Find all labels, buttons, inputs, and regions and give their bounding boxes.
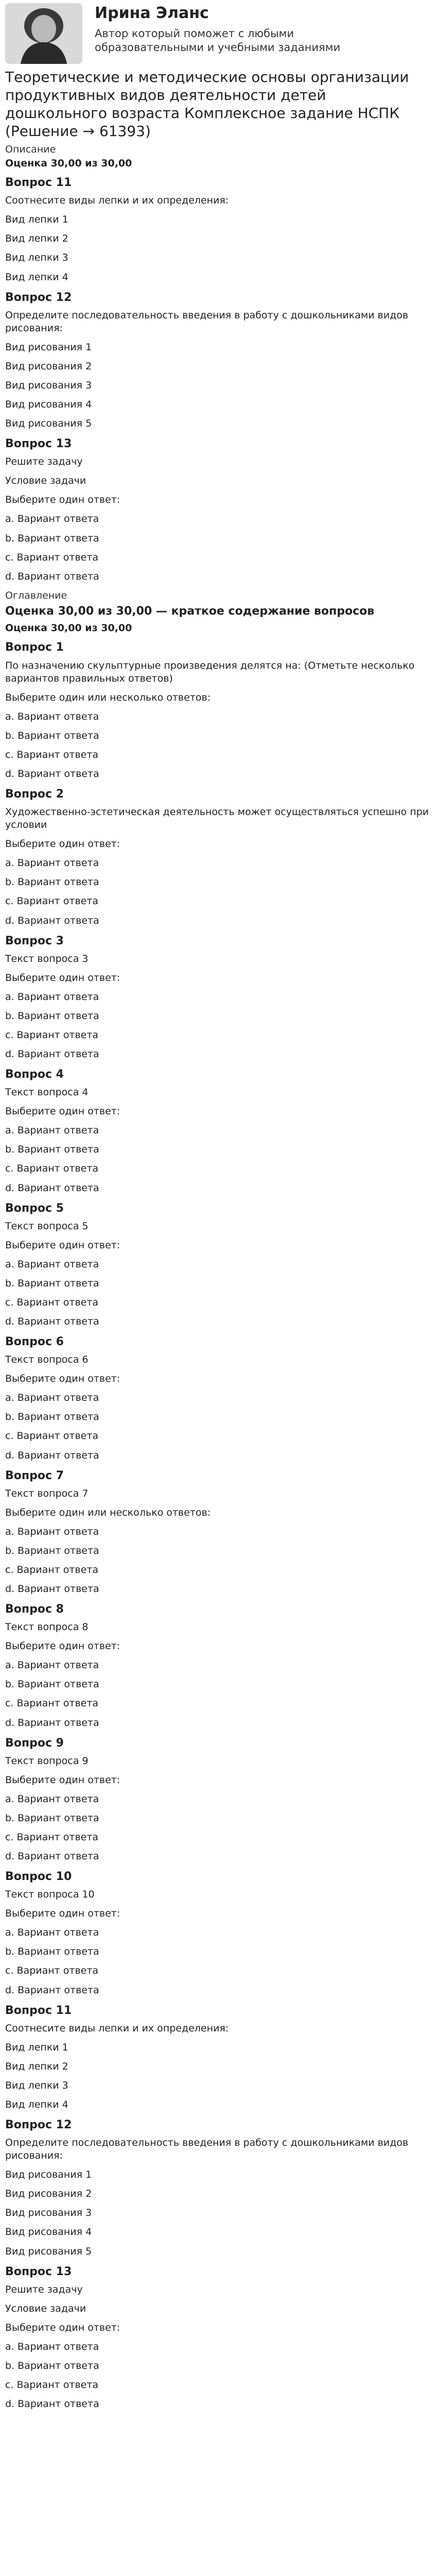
answer-prompt: Выберите один ответ: xyxy=(5,972,120,984)
question-text: Определите последовательность введения в работу с дошкольниками видов рисования: xyxy=(5,2137,409,2162)
score-line: Оценка 30,00 из 30,00 xyxy=(5,158,132,170)
question-block xyxy=(5,1067,431,1195)
question-block xyxy=(5,1201,431,1329)
contents-summary: Оценка 30,00 из 30,00 — краткое содержание вопросов xyxy=(5,604,375,618)
question-title: Вопрос 11 xyxy=(5,176,72,190)
answer-option: a. Вариант ответа xyxy=(5,710,99,722)
answer-option: b. Вариант ответа xyxy=(5,1144,99,1156)
question-title: Вопрос 8 xyxy=(5,1603,64,1616)
question-block xyxy=(5,1869,431,1997)
question-block xyxy=(5,290,431,431)
answer-option: d. Вариант ответа xyxy=(5,1182,99,1194)
answer-prompt: Выберите один ответ: xyxy=(5,1908,120,1920)
answer-option: c. Вариант ответа xyxy=(5,2379,99,2391)
section-label: Оглавление xyxy=(5,589,67,601)
answer-option: Вид рисования 1 xyxy=(5,341,92,353)
answer-option: d. Вариант ответа xyxy=(5,1449,99,1461)
answer-option: b. Вариант ответа xyxy=(5,1545,99,1556)
answer-option: d. Вариант ответа xyxy=(5,768,99,779)
answer-option: Вид рисования 3 xyxy=(5,379,92,391)
answer-option: c. Вариант ответа xyxy=(5,1163,99,1175)
contents-section xyxy=(5,589,431,2411)
answer-option: d. Вариант ответа xyxy=(5,1048,99,1060)
question-title: Вопрос 12 xyxy=(5,2119,72,2132)
answer-option: Вид лепки 1 xyxy=(5,2041,68,2053)
answer-option: a. Вариант ответа xyxy=(5,1659,99,1671)
question-text: По назначению скульптурные произведения делятся на: (Отметьте несколько вариантов правильных ответов) xyxy=(5,659,415,684)
answer-option: b. Вариант ответа xyxy=(5,1277,99,1289)
answer-option: c. Вариант ответа xyxy=(5,1831,99,1843)
answer-option: a. Вариант ответа xyxy=(5,991,99,1003)
answer-option: a. Вариант ответа xyxy=(5,1927,99,1939)
answer-option: Вид рисования 4 xyxy=(5,399,92,410)
answer-option: Выберите один ответ: xyxy=(5,494,120,506)
question-text: Решите задачу xyxy=(5,2283,83,2295)
question-title: Вопрос 11 xyxy=(5,2004,72,2017)
question-text: Художественно-эстетическая деятельность может осуществляться успешно при условии xyxy=(5,806,429,831)
answer-option: a. Вариант ответа xyxy=(5,857,99,869)
answer-option: c. Вариант ответа xyxy=(5,1430,99,1442)
answer-option: c. Вариант ответа xyxy=(5,1296,99,1308)
description-section xyxy=(5,143,431,583)
question-block xyxy=(5,1602,431,1730)
answer-option: a. Вариант ответа xyxy=(5,1392,99,1404)
answer-option: Вид лепки 1 xyxy=(5,214,68,226)
question-text: Текст вопроса 8 xyxy=(5,1621,89,1633)
question-block xyxy=(5,175,431,283)
answer-option: b. Вариант ответа xyxy=(5,876,99,888)
question-block xyxy=(5,1468,431,1596)
question-block xyxy=(5,1334,431,1462)
author-info xyxy=(95,3,383,55)
question-title: Вопрос 5 xyxy=(5,1201,64,1215)
question-text: Текст вопроса 10 xyxy=(5,1889,95,1901)
answer-option: d. Вариант ответа xyxy=(5,570,99,582)
question-block xyxy=(5,436,431,583)
question-block xyxy=(5,2264,431,2411)
answer-option: Вид рисования 5 xyxy=(5,418,92,430)
question-list xyxy=(5,175,431,583)
answer-option: a. Вариант ответа xyxy=(5,513,99,525)
question-list xyxy=(5,640,431,2411)
answer-option: a. Вариант ответа xyxy=(5,2341,99,2352)
answer-prompt: Выберите один или несколько ответов: xyxy=(5,691,211,703)
author-header xyxy=(5,3,431,64)
answer-option: d. Вариант ответа xyxy=(5,1851,99,1862)
answer-prompt: Выберите один ответ: xyxy=(5,838,120,850)
answer-option: b. Вариант ответа xyxy=(5,730,99,741)
answer-option: b. Вариант ответа xyxy=(5,1812,99,1824)
section-label: Описание xyxy=(5,144,56,155)
question-text: Определите последовательность введения в работу с дошкольниками видов рисования: xyxy=(5,309,409,334)
question-text: Текст вопроса 7 xyxy=(5,1487,89,1499)
answer-option: Вид рисования 2 xyxy=(5,2188,92,2200)
answer-prompt: Выберите один ответ: xyxy=(5,1640,120,1652)
answer-option: c. Вариант ответа xyxy=(5,1029,99,1041)
answer-option: Вид рисования 2 xyxy=(5,360,92,372)
answer-option: Выберите один ответ: xyxy=(5,2321,120,2333)
answer-option: Вид лепки 2 xyxy=(5,2060,68,2072)
answer-option: Вид лепки 3 xyxy=(5,252,68,264)
question-text: Соотнесите виды лепки и их определения: xyxy=(5,195,229,207)
answer-option: a. Вариант ответа xyxy=(5,1258,99,1270)
answer-option: a. Вариант ответа xyxy=(5,1526,99,1537)
question-title: Вопрос 2 xyxy=(5,788,64,801)
question-block xyxy=(5,1736,431,1863)
question-text: Текст вопроса 6 xyxy=(5,1354,89,1366)
answer-prompt: Выберите один ответ: xyxy=(5,1774,120,1786)
question-title: Вопрос 4 xyxy=(5,1068,64,1081)
answer-prompt: Выберите один ответ: xyxy=(5,1373,120,1385)
question-title: Вопрос 13 xyxy=(5,437,72,451)
question-text: Текст вопроса 3 xyxy=(5,953,89,964)
answer-option: c. Вариант ответа xyxy=(5,551,99,563)
answer-option: Вид лепки 3 xyxy=(5,2079,68,2091)
answer-option: b. Вариант ответа xyxy=(5,532,99,544)
question-text: Решите задачу xyxy=(5,456,83,468)
answer-prompt: Выберите один ответ: xyxy=(5,1239,120,1251)
question-block xyxy=(5,787,431,927)
answer-option: Вид лепки 4 xyxy=(5,271,68,283)
question-title: Вопрос 13 xyxy=(5,2265,72,2278)
answer-prompt: Выберите один ответ: xyxy=(5,1106,120,1117)
question-title: Вопрос 3 xyxy=(5,934,64,947)
answer-option: b. Вариант ответа xyxy=(5,1411,99,1423)
question-text: Соотнесите виды лепки и их определения: xyxy=(5,2022,229,2034)
question-title: Вопрос 12 xyxy=(5,291,72,304)
question-block xyxy=(5,640,431,781)
score-line: Оценка 30,00 из 30,00 xyxy=(5,622,132,634)
author-avatar xyxy=(5,3,82,64)
answer-option: Вид рисования 4 xyxy=(5,2226,92,2238)
question-title: Вопрос 9 xyxy=(5,1736,64,1750)
answer-option: c. Вариант ответа xyxy=(5,1564,99,1575)
answer-option: Вид рисования 3 xyxy=(5,2207,92,2219)
answer-option: d. Вариант ответа xyxy=(5,2398,99,2410)
answer-option: Вид рисования 1 xyxy=(5,2169,92,2181)
question-text: Текст вопроса 5 xyxy=(5,1220,89,1232)
answer-option: d. Вариант ответа xyxy=(5,1316,99,1328)
answer-option: c. Вариант ответа xyxy=(5,749,99,760)
answer-option: Условие задачи xyxy=(5,475,86,487)
answer-option: a. Вариант ответа xyxy=(5,1125,99,1137)
answer-option: Вид лепки 4 xyxy=(5,2098,68,2110)
answer-option: Условие задачи xyxy=(5,2302,86,2314)
question-title: Вопрос 1 xyxy=(5,641,64,654)
question-block xyxy=(5,934,431,1061)
answer-option: b. Вариант ответа xyxy=(5,2360,99,2371)
question-text: Текст вопроса 4 xyxy=(5,1087,89,1098)
answer-option: Вид рисования 5 xyxy=(5,2245,92,2257)
answer-option: b. Вариант ответа xyxy=(5,1946,99,1958)
answer-option: d. Вариант ответа xyxy=(5,1583,99,1595)
answer-option: d. Вариант ответа xyxy=(5,1984,99,1996)
author-name: Ирина Эланс xyxy=(95,4,209,22)
question-text: Текст вопроса 9 xyxy=(5,1755,89,1767)
answer-option: c. Вариант ответа xyxy=(5,1965,99,1977)
question-title: Вопрос 7 xyxy=(5,1469,64,1482)
document-title: Теоретические и методические основы организации продуктивных видов деятельности детей дошкольного возраста Комплексное задание НСПК (Решение → 61393) xyxy=(5,69,409,140)
answer-option: d. Вариант ответа xyxy=(5,1717,99,1728)
answer-option: b. Вариант ответа xyxy=(5,1679,99,1690)
author-description: Автор который поможет с любыми образовательными и учебными заданиями xyxy=(95,27,341,54)
question-title: Вопрос 6 xyxy=(5,1335,64,1349)
question-block xyxy=(5,2003,431,2111)
answer-option: a. Вариант ответа xyxy=(5,1793,99,1805)
answer-option: Вид лепки 2 xyxy=(5,233,68,245)
answer-option: d. Вариант ответа xyxy=(5,914,99,926)
author-photo-icon xyxy=(5,3,82,64)
answer-option: c. Вариант ответа xyxy=(5,1698,99,1709)
question-block xyxy=(5,2117,431,2258)
answer-prompt: Выберите один или несколько ответов: xyxy=(5,1506,211,1518)
answer-option: b. Вариант ответа xyxy=(5,1010,99,1022)
answer-option: c. Вариант ответа xyxy=(5,895,99,907)
question-title: Вопрос 10 xyxy=(5,1870,72,1884)
